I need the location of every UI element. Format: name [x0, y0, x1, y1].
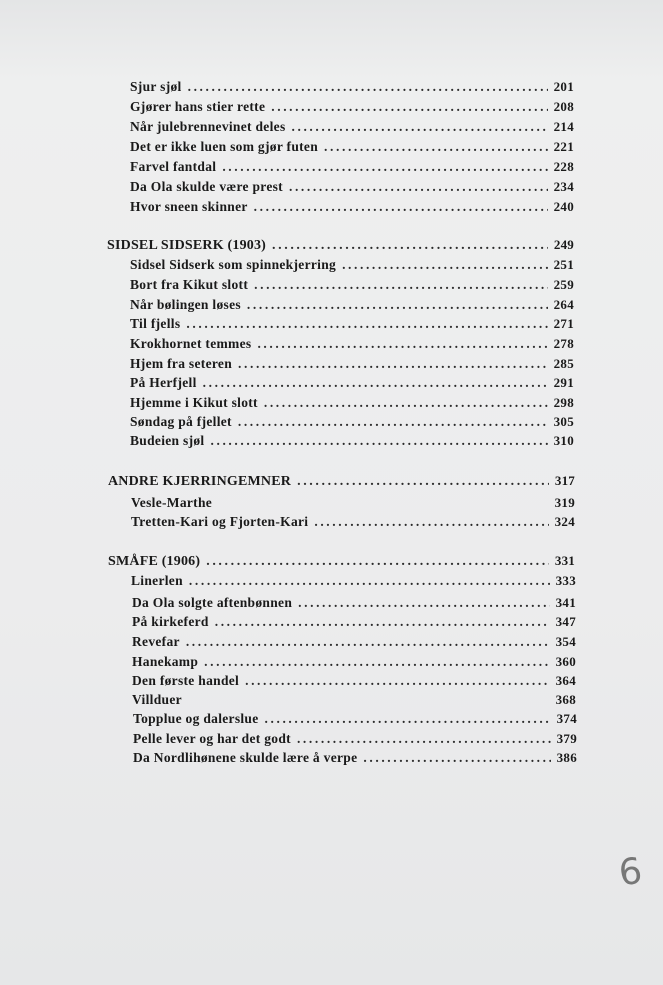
- toc-entry: [130, 118, 574, 136]
- leader-dots: [204, 653, 549, 671]
- toc-entry-title: Pelle lever og har det godt: [133, 731, 291, 746]
- toc-entry: [133, 749, 577, 767]
- toc-entry: [131, 513, 575, 531]
- toc-entry-title: Hvor sneen skinner: [130, 199, 248, 214]
- toc-entry-title: Hanekamp: [132, 654, 199, 669]
- toc-entry: [130, 296, 574, 314]
- toc-entry: [130, 335, 574, 353]
- toc-section-heading: [108, 472, 575, 491]
- toc-entry-title: Når julebrennevinet deles: [130, 119, 286, 134]
- leader-dots: [186, 633, 550, 651]
- toc-entry-title: Det er ikke luen som gjør futen: [130, 139, 319, 154]
- leader-dots: [245, 672, 549, 690]
- toc-entry-title: Vesle-Marthe: [131, 495, 213, 510]
- toc-entry: [133, 710, 577, 728]
- toc-entry-page: 319: [554, 495, 575, 510]
- leader-dots: [314, 513, 548, 531]
- toc-entry: [132, 633, 576, 651]
- toc-entry-title: Villduer: [132, 692, 182, 707]
- toc-entry-page: 251: [553, 257, 574, 272]
- leader-dots: [189, 572, 550, 590]
- toc-entry-title: Hjemme i Kikut slott: [130, 395, 258, 410]
- toc-entry-title: Hjem fra seteren: [130, 356, 233, 371]
- toc-entry-page: 259: [553, 277, 574, 292]
- leader-dots: [247, 296, 548, 314]
- toc-entry-title: Revefar: [132, 634, 180, 649]
- leader-dots: [272, 237, 548, 255]
- handwritten-page-note: 6: [616, 850, 645, 895]
- toc-entry-page: 317: [554, 473, 575, 488]
- toc-entry-title: Når bølingen løses: [130, 297, 241, 312]
- leader-dots: [342, 256, 548, 274]
- leader-dots: [363, 749, 550, 767]
- toc-entry-page: 374: [556, 711, 577, 726]
- toc-entry-page: 298: [553, 395, 574, 410]
- toc-entry-title: Den første handel: [132, 673, 240, 688]
- toc-entry-page: 214: [553, 119, 574, 134]
- toc-entry-title: Gjører hans stier rette: [130, 99, 266, 114]
- toc-entry-page: 278: [553, 336, 574, 351]
- toc-entry-page: 249: [553, 237, 574, 252]
- leader-dots: [238, 355, 548, 373]
- toc-entry-title: På kirkeferd: [132, 614, 209, 629]
- toc-entry: [130, 198, 574, 216]
- leader-dots: [211, 432, 548, 450]
- leader-dots: [298, 594, 549, 612]
- toc-section-heading: [107, 236, 574, 255]
- toc-entry: [130, 158, 574, 176]
- toc-entry-page: 347: [555, 614, 576, 629]
- toc-entry-page: 271: [553, 316, 574, 331]
- toc-entry: [130, 78, 574, 96]
- toc-entry: [130, 178, 574, 196]
- leader-dots: [254, 198, 548, 216]
- toc-entry-title: Til fjells: [130, 316, 181, 331]
- toc-entry-title: Da Ola skulde være prest: [130, 179, 283, 194]
- toc-entry-title: Da Ola solgte aftenbønnen: [132, 595, 293, 610]
- toc-entry-page: 386: [556, 750, 577, 765]
- toc-entry-page: 291: [553, 375, 574, 390]
- toc-entry-page: 228: [553, 159, 574, 174]
- toc-entry: [132, 653, 576, 671]
- leader-dots: [206, 553, 549, 571]
- toc-entry-title: Søndag på fjellet: [130, 414, 232, 429]
- toc-entry-title: Sjur sjøl: [130, 79, 182, 94]
- toc-entry: [130, 413, 574, 431]
- leader-dots: [254, 276, 547, 294]
- toc-entry-page: 341: [555, 595, 576, 610]
- leader-dots: [264, 394, 548, 412]
- toc-entry-page: 310: [553, 433, 574, 448]
- leader-dots: [215, 613, 550, 631]
- toc-entry: [130, 256, 574, 274]
- toc-entry-page: 201: [553, 79, 574, 94]
- toc-entry-title: Tretten-Kari og Fjorten-Kari: [131, 514, 309, 529]
- toc-entry-page: 305: [553, 414, 574, 429]
- toc-entry-title: Da Nordlihønene skulde lære å verpe: [133, 750, 358, 765]
- leader-dots: [203, 374, 548, 392]
- toc-entry: [130, 315, 574, 333]
- toc-entry-title: Budeien sjøl: [130, 433, 205, 448]
- toc-entry-title: ANDRE KJERRINGEMNER: [108, 474, 292, 489]
- leader-dots: [186, 315, 547, 333]
- leader-dots: [188, 78, 548, 96]
- toc-entry-page: 364: [555, 673, 576, 688]
- toc-entry-title: Krokhornet temmes: [130, 336, 252, 351]
- toc-entry-title: Bort fra Kikut slott: [130, 277, 249, 292]
- toc-entry-title: Sidsel Sidserk som spinnekjerring: [130, 257, 337, 272]
- toc-entry: [130, 432, 574, 450]
- toc-entry: [130, 98, 574, 116]
- toc-entry-page: 264: [553, 297, 574, 312]
- leader-dots: [297, 730, 551, 748]
- toc-entry-title: Linerlen: [131, 573, 183, 588]
- toc-entry: [132, 672, 576, 690]
- toc-entry-page: 333: [555, 573, 576, 588]
- toc-entry: [130, 138, 574, 156]
- toc-entry: [132, 691, 576, 709]
- toc-entry: [130, 374, 574, 392]
- toc-entry: [130, 355, 574, 373]
- toc-entry: [132, 594, 576, 612]
- toc-entry-page: 285: [553, 356, 574, 371]
- toc-entry-page: 379: [556, 731, 577, 746]
- toc-entry-page: 331: [554, 553, 575, 568]
- toc-entry-title: På Herfjell: [130, 375, 197, 390]
- toc-entry: [133, 730, 577, 748]
- toc-entry: [131, 494, 575, 512]
- leader-dots: [292, 118, 548, 136]
- leader-dots: [271, 98, 547, 116]
- toc-entry-page: 221: [553, 139, 574, 154]
- toc-entry-page: 240: [553, 199, 574, 214]
- leader-dots: [324, 138, 548, 156]
- toc-entry: [130, 394, 574, 412]
- toc-entry-page: 360: [555, 654, 576, 669]
- toc-entry-page: 368: [555, 692, 576, 707]
- toc-section-heading: [108, 552, 575, 571]
- toc-entry-title: Farvel fantdal: [130, 159, 217, 174]
- toc-entry: [131, 572, 576, 590]
- leader-dots: [289, 178, 548, 196]
- toc-entry-page: 234: [553, 179, 574, 194]
- toc-entry-title: SMÅFE (1906): [108, 554, 201, 569]
- toc-entry-title: Topplue og dalerslue: [133, 711, 259, 726]
- leader-dots: [238, 413, 548, 431]
- leader-dots: [222, 158, 547, 176]
- toc-entry-page: 208: [553, 99, 574, 114]
- toc-entry: [130, 276, 574, 294]
- toc-entry-title: SIDSEL SIDSERK (1903): [107, 238, 267, 253]
- leader-dots: [265, 710, 551, 728]
- toc-entry: [132, 613, 576, 631]
- leader-dots: [297, 473, 549, 491]
- leader-dots: [257, 335, 547, 353]
- toc-entry-page: 354: [555, 634, 576, 649]
- toc-entry-page: 324: [554, 514, 575, 529]
